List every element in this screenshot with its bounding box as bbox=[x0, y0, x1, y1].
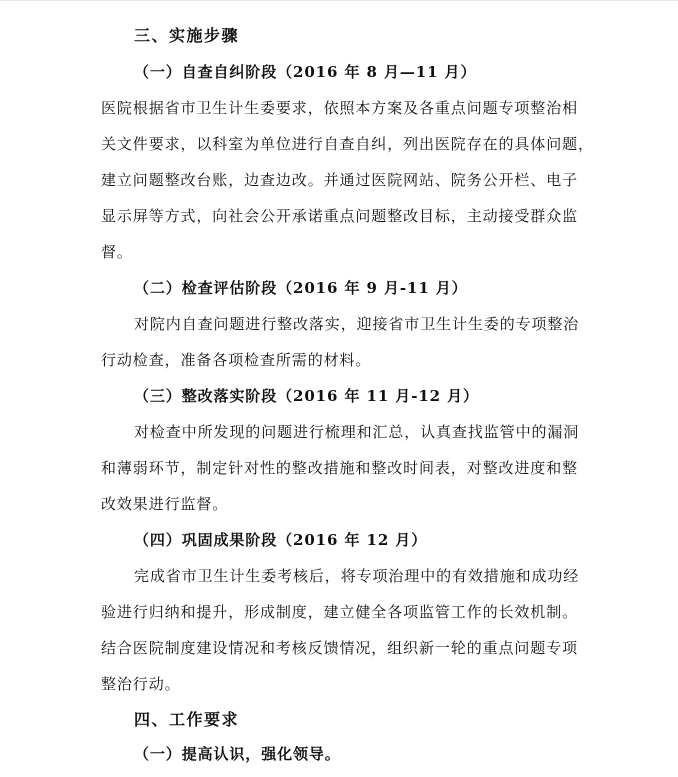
page-top-border bbox=[0, 0, 678, 1]
paragraph-line: 督。 bbox=[101, 243, 133, 261]
section-heading-implementation-steps: 三、实施步骤 bbox=[134, 26, 240, 45]
phase-heading-rectification: （三）整改落实阶段（2016 年 11 月-12 月） bbox=[134, 387, 479, 405]
phase-heading-self-inspection: （一）自查自纠阶段（2016 年 8 月—11 月） bbox=[134, 63, 477, 81]
paragraph-line: 结合医院制度建设情况和考核反馈情况，组织新一轮的重点问题专项 bbox=[101, 639, 579, 657]
requirement-heading-awareness: （一）提高认识，强化领导。 bbox=[134, 745, 341, 763]
paragraph-line: 建立问题整改台账，边查边改。并通过医院网站、院务公开栏、电子 bbox=[101, 171, 579, 189]
section-heading-work-requirements: 四、工作要求 bbox=[134, 710, 240, 729]
phase-heading-consolidation: （四）巩固成果阶段（2016 年 12 月） bbox=[134, 531, 428, 549]
paragraph-line: 对检查中所发现的问题进行梳理和汇总，认真查找监管中的漏洞 bbox=[134, 423, 580, 441]
paragraph-line: 显示屏等方式，向社会公开承诺重点问题整改目标，主动接受群众监 bbox=[101, 207, 579, 225]
paragraph-line: 关文件要求，以科室为单位进行自查自纠，列出医院存在的具体问题， bbox=[101, 135, 594, 153]
paragraph-line: 整治行动。 bbox=[101, 675, 181, 693]
paragraph-line: 和薄弱环节，制定针对性的整改措施和整改时间表，对整改进度和整 bbox=[101, 459, 579, 477]
paragraph-line: 对院内自查问题进行整改落实，迎接省市卫生计生委的专项整治 bbox=[134, 315, 580, 333]
paragraph-line: 行动检查，准备各项检查所需的材料。 bbox=[101, 351, 372, 369]
paragraph-line: 完成省市卫生计生委考核后，将专项治理中的有效措施和成功经 bbox=[134, 567, 580, 585]
paragraph-line: 验进行归纳和提升，形成制度，建立健全各项监管工作的长效机制。 bbox=[101, 603, 579, 621]
phase-heading-evaluation: （二）检查评估阶段（2016 年 9 月-11 月） bbox=[134, 279, 468, 297]
paragraph-line: 医院根据省市卫生计生委要求，依照本方案及各重点问题专项整治相 bbox=[101, 99, 579, 117]
paragraph-line: 改效果进行监督。 bbox=[101, 495, 229, 513]
